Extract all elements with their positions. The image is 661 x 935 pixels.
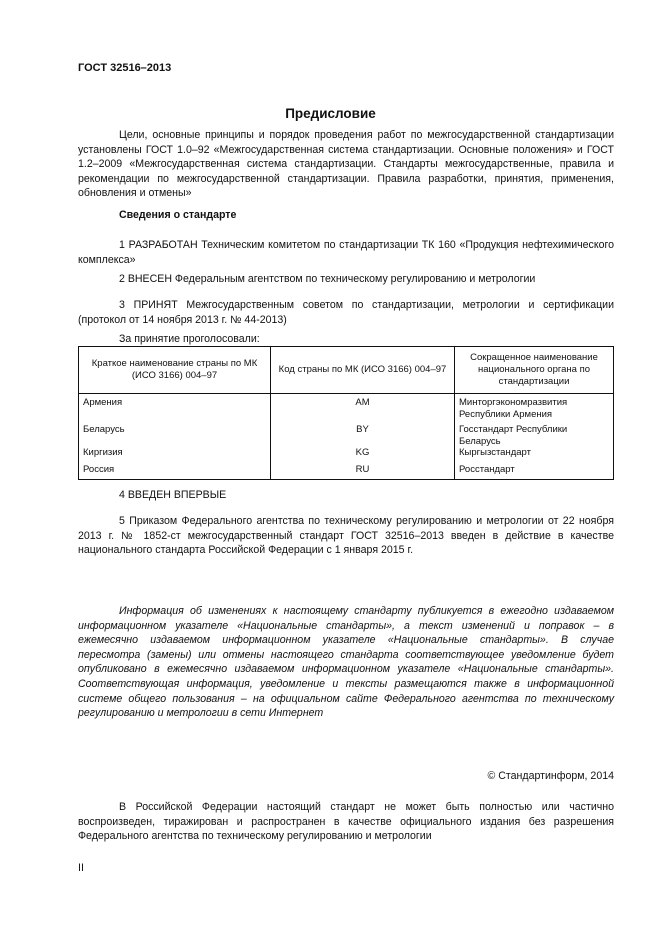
- intro-paragraph: Цели, основные принципы и порядок проведения работ по межгосударственной стандартизации установлены ГОСТ 1.0–92 «Межгосударственная система стандартизации. Основные положения» и ГОСТ 1.2–2009 «Межгосударственная система стандартизации. Стандарты межгосударственные, правила и рекомендации по межгосударственной стандартизации. Правила разработки, принятия, применения, обновления и отмены»: [78, 129, 614, 200]
- cell-body: Минторгэкономразвития Республики Армения: [455, 394, 614, 425]
- page-title: Предисловие: [285, 106, 376, 121]
- cell-country: Киргизия: [79, 447, 271, 464]
- table-row: [79, 447, 614, 464]
- page-number: II: [78, 862, 84, 874]
- item-developed: 1 РАЗРАБОТАН Техническим комитетом по стандартизации ТК 160 «Продукция нефтехимического комплекса»: [78, 239, 614, 266]
- item-adopted: 3 ПРИНЯТ Межгосударственным советом по стандартизации, метрологии и сертификации (протокол от 14 ноября 2013 г. № 44-2013): [78, 299, 614, 326]
- cell-code: AM: [271, 394, 455, 425]
- item-introduced: 2 ВНЕСЕН Федеральным агентством по техническому регулированию и метрологии: [119, 273, 536, 285]
- changes-notice: Информация об изменениях к настоящему стандарту публикуется в ежегодно издаваемом информационном указателе «Национальные стандарты», а текст изменений и поправок – в ежемесячно издаваемом информационном указателе «Национальные стандарты». В случае пересмотра (замены) или отмены настоящего стандарта соответствующее уведомление будет опубликовано в ежемесячно издаваемом информационном указателе «Национальные стандарты». Соответствующая информация, уведомление и тексты размещаются также в информационной системе общего пользования – на официальном сайте Федерального агентства по техническому регулированию и метрологии в сети Интернет: [78, 605, 614, 720]
- voting-table: [78, 346, 614, 480]
- table-row: [79, 424, 614, 447]
- cell-country: Беларусь: [79, 424, 271, 447]
- table-row: [79, 464, 614, 480]
- header-code: Код страны по МК (ИСО 3166) 004–97: [271, 347, 455, 394]
- item-order: 5 Приказом Федерального агентства по техническому регулированию и метрологии от 22 ноября 2013 г. № 1852-ст межгосударственный стандарт ГОСТ 32516–2013 введен в действие в качестве национального стандарта Российской Федерации с 1 января 2015 г.: [78, 515, 614, 557]
- cell-body: Госстандарт Республики Беларусь: [455, 424, 614, 447]
- copyright: © Стандартинформ, 2014: [487, 770, 614, 782]
- reproduction-rights: В Российской Федерации настоящий стандарт не может быть полностью или частично воспроизведен, тиражирован и распространен в качестве официального издания без разрешения Федерального агентства по техническому регулированию и метрологии: [78, 801, 614, 843]
- header-body: Сокращенное наименование национального органа по стандартизации: [455, 347, 614, 394]
- cell-code: KG: [271, 447, 455, 464]
- table-header-row: [79, 347, 614, 394]
- voted-label: За принятие проголосовали:: [119, 333, 260, 345]
- header-country: Краткое наименование страны по МК (ИСО 3166) 004–97: [79, 347, 271, 394]
- cell-country: Армения: [79, 394, 271, 425]
- cell-country: Россия: [79, 464, 271, 480]
- section-heading: Сведения о стандарте: [119, 209, 237, 221]
- cell-body: Кыргызстандарт: [455, 447, 614, 464]
- cell-body: Росстандарт: [455, 464, 614, 480]
- document-id-header: ГОСТ 32516–2013: [78, 62, 172, 74]
- table-row: [79, 394, 614, 425]
- item-first-time: 4 ВВЕДЕН ВПЕРВЫЕ: [119, 489, 227, 501]
- cell-code: RU: [271, 464, 455, 480]
- cell-code: BY: [271, 424, 455, 447]
